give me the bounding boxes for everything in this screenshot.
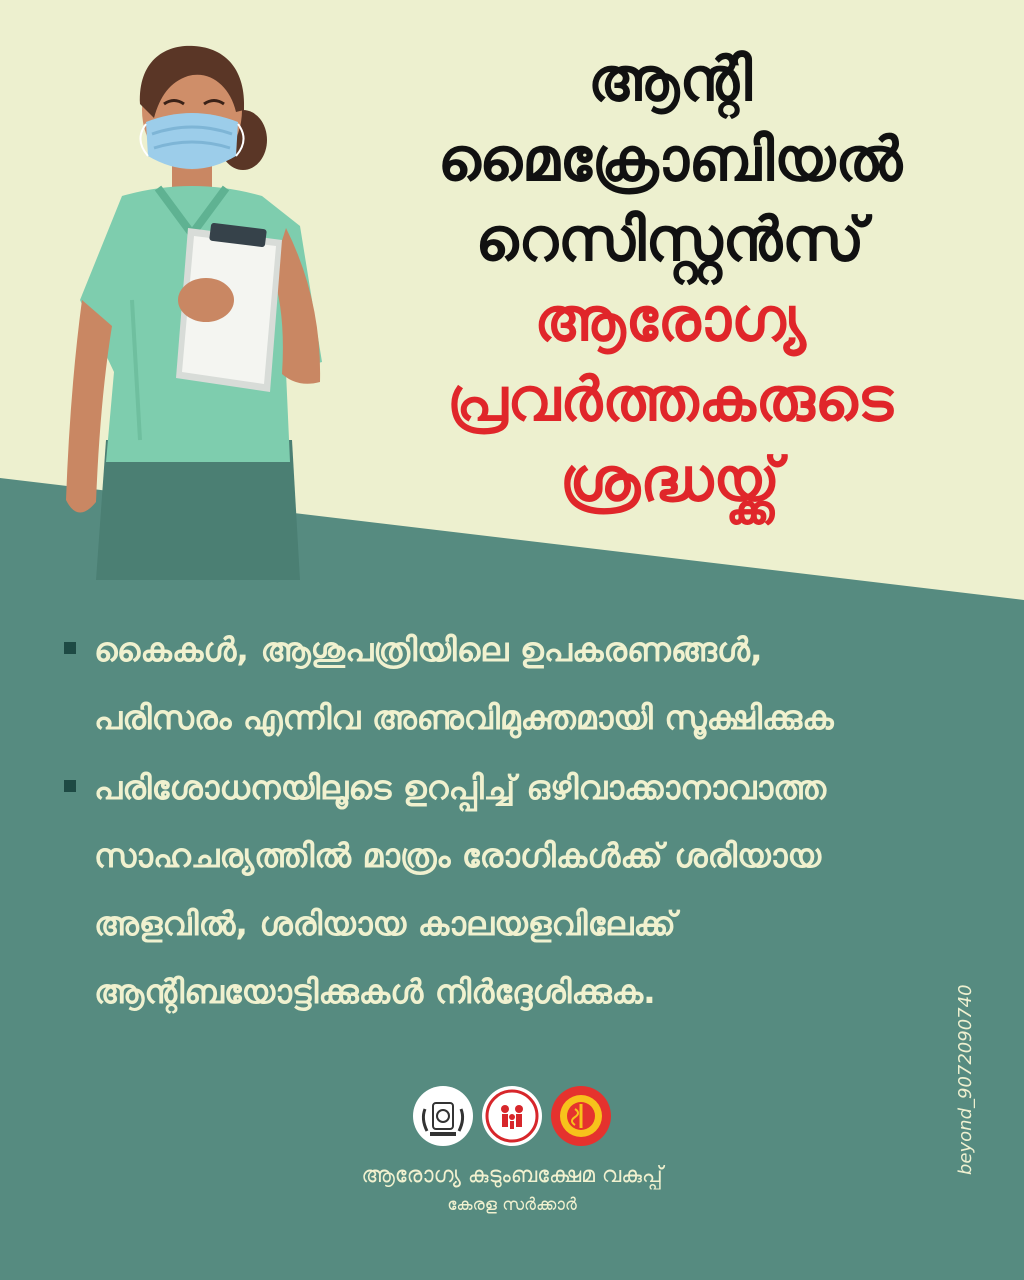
national-health-mission-logo [481,1085,543,1147]
bullet-square-icon [64,780,76,792]
subtitle-line-1: ആരോഗ്യ [534,285,806,355]
title-line-2: മൈക്രോബിയൽ [437,125,903,195]
department-footer [0,1160,1024,1218]
logo-row [412,1085,612,1151]
bullet-line: അളവിൽ, ശരിയായ കാലയളവിലേക്ക് [94,904,676,943]
bullet-list [64,616,994,1026]
list-item [64,754,994,1026]
bullet-square-icon [64,642,76,654]
title-line-3: റെസിസ്റ്റൻസ് [475,205,865,275]
bullet-line: കൈകൾ, ആശുപത്രിയിലെ ഉപകരണങ്ങൾ, [94,630,763,669]
bullet-line: ആന്റിബയോട്ടിക്കുകൾ നിർദ്ദേശിക്കുക. [94,972,656,1011]
department-of-health-services-logo [550,1085,612,1147]
watermark-text: beyond_9072090740 [955,984,976,1175]
bullet-text [94,616,834,752]
subtitle-line-3: ശ്രദ്ധയ്ക്ക് [560,445,780,515]
bullet-line: സാഹചര്യത്തിൽ മാത്രം രോഗികൾക്ക് ശരിയായ [94,836,822,875]
kerala-emblem-icon [412,1085,474,1147]
bullet-line: പരിസരം എന്നിവ അണുവിമുക്തമായി സൂക്ഷിക്കുക [94,698,834,737]
bullet-line: പരിശോധനയിലൂടെ ഉറപ്പിച്ച് ഒഴിവാക്കാനാവാത്ത [94,768,827,807]
list-item [64,616,994,752]
subtitle-line-2: പ്രവർത്തകരുടെ [447,365,893,435]
title-block [340,40,1000,520]
department-name: ആരോഗ്യ കുടുംബക്ഷേമ വകുപ്പ് [361,1163,663,1188]
government-name: കേരള സർക്കാർ [447,1195,577,1215]
title-line-1: ആന്റി [588,45,752,115]
bullet-text [94,754,826,1026]
